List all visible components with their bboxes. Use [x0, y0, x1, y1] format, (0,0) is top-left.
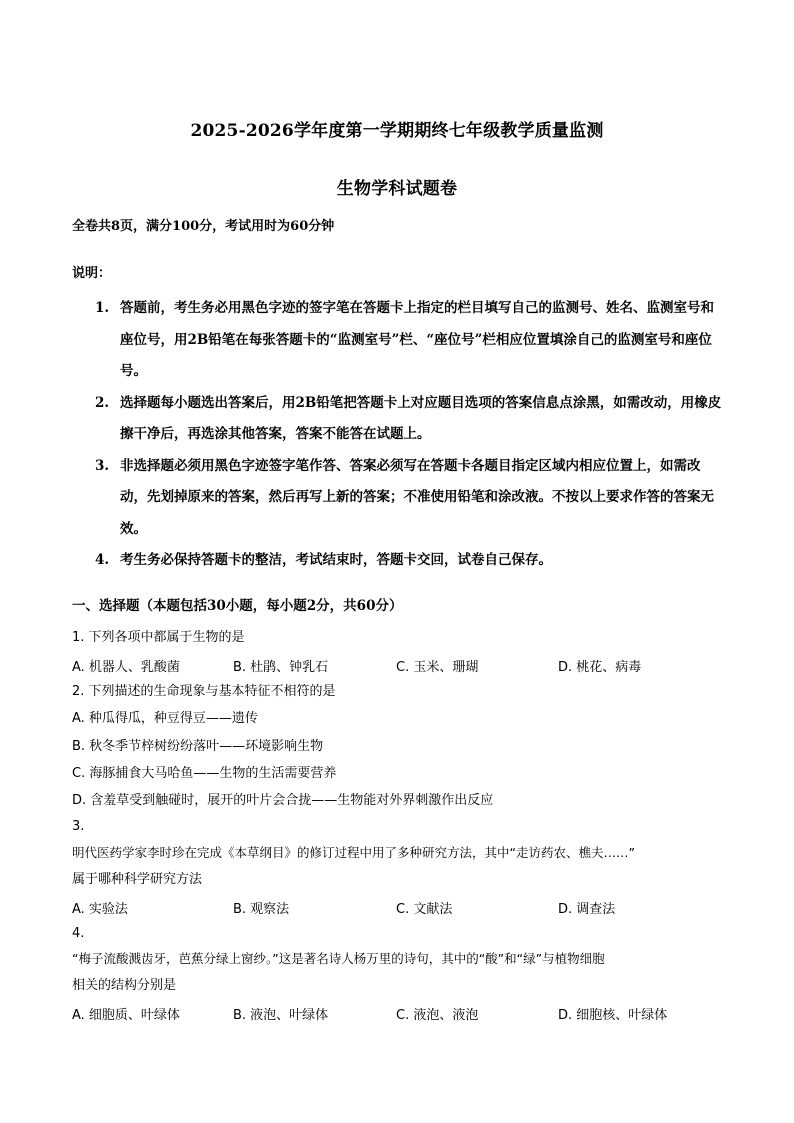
question-stem: “梅子流酸溅齿牙，芭蕉分绿上窗纱。”这是著名诗人杨万里的诗句，其中的“酸”和“绿”与植物细胞 — [72, 951, 605, 966]
subject-title: 生物学科试题卷 — [336, 179, 458, 199]
question-options — [72, 898, 724, 916]
option-c: C. 玉米、珊瑚 — [396, 660, 479, 675]
exam-title: 2025-2026学年度第一学期期终七年级教学质量监测 — [190, 121, 604, 141]
option-a: A. 机器人、乳酸菌 — [72, 660, 180, 675]
option-a: A. 实验法 — [72, 902, 128, 917]
instruction-text: 答题前，考生务必用黑色字迹的签字笔在答题卡上指定的栏目填写自己的监测号、姓名、监测室号和座位号，用2B铅笔在每张答题卡的“监测室号”栏、“座位号”栏相应位置填涂自己的监测室号和座位号。 — [120, 300, 714, 379]
option-c: C. 液泡、液泡 — [396, 1008, 479, 1023]
option-b: B. 杜鹃、钟乳石 — [233, 660, 329, 675]
question-number: 3. — [72, 819, 85, 834]
instructions-list — [95, 293, 723, 577]
question-stem-continued: 属于哪种科学研究方法 — [72, 872, 203, 887]
section-heading: 一、选择题（本题包括30小题，每小题2分，共60分） — [72, 598, 403, 614]
instruction-number: 1. — [95, 300, 110, 316]
question-stem: 1. 下列各项中都属于生物的是 — [72, 630, 245, 645]
option-c: C. 海豚捕食大马哈鱼——生物的生活需要营养 — [72, 766, 337, 781]
instruction-text: 选择题每小题选出答案后，用2B铅笔把答题卡上对应题目选项的答案信息点涂黑，如需改动，用橡皮擦干净后，再选涂其他答案，答案不能答在试题上。 — [120, 394, 722, 442]
option-a: A. 细胞质、叶绿体 — [72, 1008, 180, 1023]
instruction-number: 2. — [95, 394, 110, 411]
question-options — [72, 656, 724, 674]
option-a: A. 种瓜得瓜，种豆得豆——遗传 — [72, 711, 258, 726]
option-c: C. 文献法 — [396, 902, 453, 917]
option-d: D. 桃花、病毒 — [558, 660, 642, 675]
instruction-item — [95, 451, 723, 546]
instructions-heading: 说明： — [72, 266, 112, 281]
option-b: B. 观察法 — [233, 902, 290, 917]
option-d: D. 含羞草受到触碰时，展开的叶片会合拢——生物能对外界刺激作出反应 — [72, 793, 494, 808]
exam-info: 全卷共8页，满分100分，考试用时为60分钟 — [72, 219, 335, 234]
question-stem: 明代医药学家李时珍在完成《本草纲目》的修订过程中用了多种研究方法，其中“走访药农、樵夫……” — [72, 845, 635, 860]
question-options — [72, 1004, 724, 1022]
instruction-item — [95, 293, 723, 388]
option-b: B. 秋冬季节梓树纷纷落叶——环境影响生物 — [72, 739, 324, 754]
instruction-number: 4. — [95, 552, 110, 568]
instruction-item — [95, 388, 723, 451]
option-d: D. 调查法 — [558, 902, 616, 917]
option-d: D. 细胞核、叶绿体 — [558, 1008, 668, 1023]
instruction-item — [95, 545, 723, 577]
instruction-number: 3. — [95, 457, 110, 474]
question-stem: 2. 下列描述的生命现象与基本特征不相符的是 — [72, 684, 336, 699]
question-stem-continued: 相关的结构分别是 — [72, 978, 177, 993]
question-number: 4. — [72, 926, 85, 941]
instruction-text: 非选择题必须用黑色字迹签字笔作答、答案必须写在答题卡各题目指定区域内相应位置上，如需改动，先划掉原来的答案，然后再写上新的答案；不准使用铅笔和涂改液。不按以上要求作答的答案无效。 — [120, 457, 714, 537]
option-b: B. 液泡、叶绿体 — [233, 1008, 329, 1023]
instruction-text: 考生务必保持答题卡的整洁，考试结束时，答题卡交回，试卷自己保存。 — [120, 552, 552, 568]
